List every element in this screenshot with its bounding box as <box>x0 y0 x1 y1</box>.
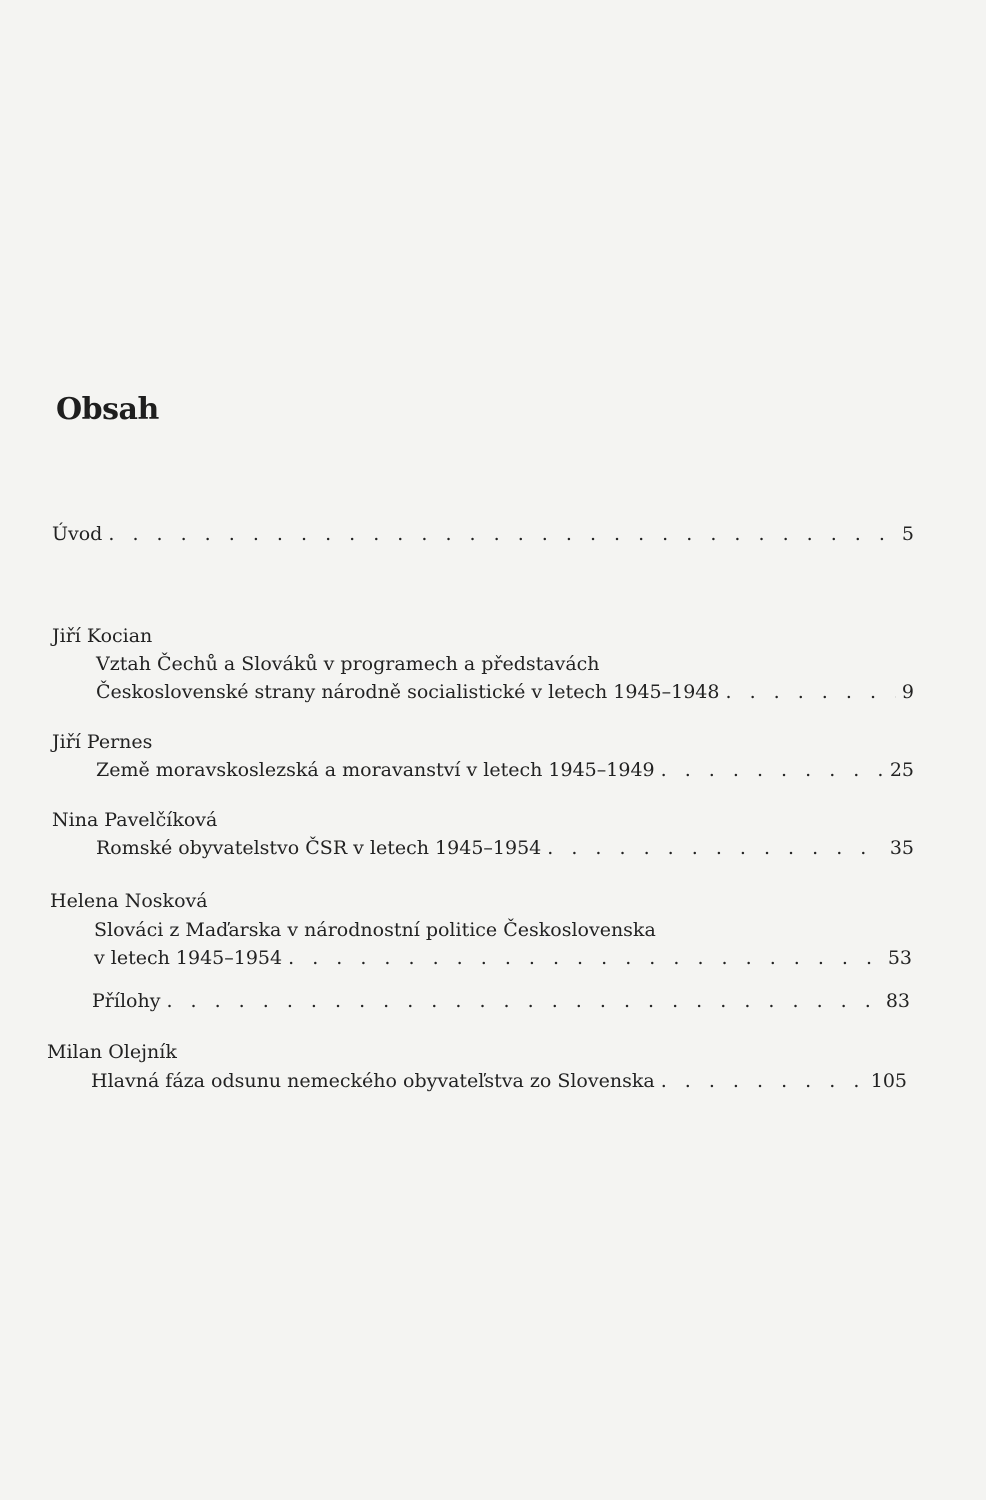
toc-title-line: Slováci z Maďarska v národnostní politice Československa <box>94 919 656 941</box>
toc-title-line: Československé strany národně socialistické v letech 1945–1948 <box>96 681 720 703</box>
dot-leader <box>661 1069 865 1093</box>
toc-heading: Obsah <box>56 392 159 427</box>
toc-author: Jiří Pernes <box>52 731 153 753</box>
toc-page-number: 5 <box>901 523 914 545</box>
toc-author: Milan Olejník <box>47 1041 177 1063</box>
toc-entry-uvod[interactable] <box>52 522 914 546</box>
toc-entry[interactable] <box>96 680 914 704</box>
toc-title-line: Hlavná fáza odsunu nemeckého obyvateľstva zo Slovenska <box>91 1070 655 1092</box>
dot-leader <box>288 946 882 970</box>
toc-entry[interactable] <box>96 758 914 782</box>
dot-leader <box>725 680 895 704</box>
toc-author: Nina Pavelčíková <box>52 809 218 831</box>
toc-page-number: 105 <box>870 1070 907 1092</box>
toc-entry[interactable] <box>96 836 914 860</box>
toc-page-number: 25 <box>889 759 914 781</box>
toc-entry[interactable] <box>91 1069 907 1093</box>
dot-leader <box>547 836 884 860</box>
toc-title-line: Romské obyvatelstvo ČSR v letech 1945–1954 <box>96 837 542 859</box>
dot-leader <box>166 989 879 1013</box>
toc-page-number: 9 <box>901 681 914 703</box>
toc-page-number: 83 <box>885 990 910 1012</box>
toc-entry-label: Úvod <box>52 523 103 545</box>
toc-entry-prilohy[interactable] <box>92 989 910 1013</box>
dot-leader <box>661 758 884 782</box>
toc-title-line: v letech 1945–1954 <box>94 947 283 969</box>
toc-author: Jiří Kocian <box>52 625 153 647</box>
toc-title-line: Země moravskoslezská a moravanství v letech 1945–1949 <box>96 759 655 781</box>
toc-entry[interactable] <box>94 946 912 970</box>
bleed-through-heading <box>58 432 68 467</box>
dot-leader <box>108 522 896 546</box>
toc-author: Helena Nosková <box>50 890 208 912</box>
toc-page-number: 53 <box>887 947 912 969</box>
toc-title-line: Vztah Čechů a Slováků v programech a představách <box>96 653 600 675</box>
toc-entry-label: Přílohy <box>92 990 161 1012</box>
toc-page-number: 35 <box>889 837 914 859</box>
